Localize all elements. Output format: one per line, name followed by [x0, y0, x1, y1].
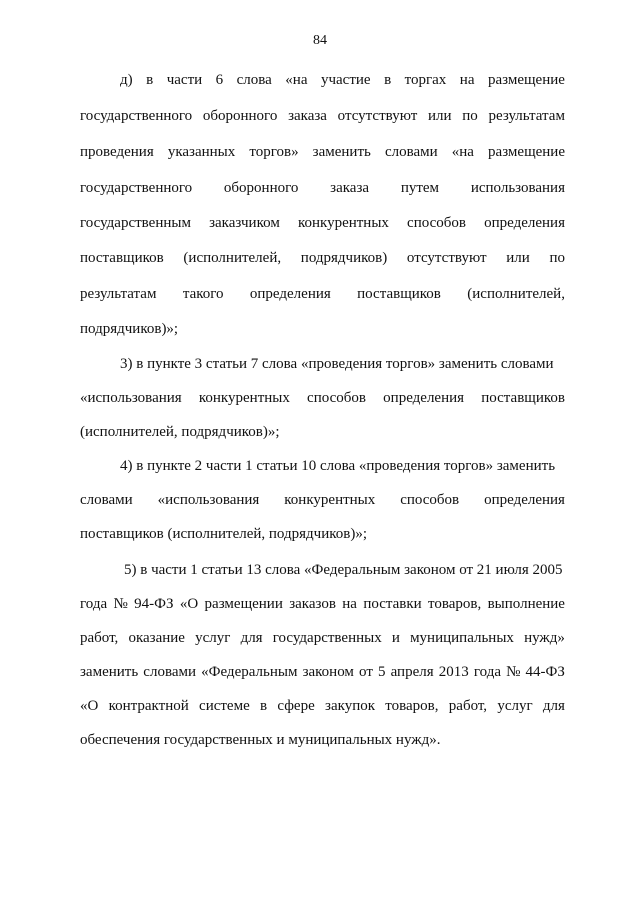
word: способов	[400, 492, 460, 508]
word: в	[260, 698, 268, 714]
text-line	[80, 594, 565, 614]
word: заказов	[289, 596, 336, 612]
word: оборонного	[202, 108, 278, 124]
word: определения	[484, 215, 565, 231]
word: года	[80, 596, 108, 612]
word: оказание	[128, 630, 185, 646]
word: размещении	[204, 596, 283, 612]
word: по	[549, 250, 565, 266]
word: государственных	[272, 630, 382, 646]
word: заказа	[330, 180, 370, 196]
word: способов	[407, 215, 466, 231]
word: товаров,	[428, 596, 482, 612]
word: сфере	[277, 698, 315, 714]
word: на	[342, 596, 357, 612]
word: услуг	[497, 698, 533, 714]
word: поставщиков	[80, 250, 164, 266]
text-line	[80, 490, 565, 510]
word: отсутствуют	[406, 250, 487, 266]
word: «О	[80, 698, 99, 714]
text-line	[80, 696, 565, 716]
word: выполнение	[487, 596, 565, 612]
word: такого	[182, 286, 224, 302]
word: использования	[470, 180, 565, 196]
word: контрактной	[108, 698, 189, 714]
word: размещение	[488, 144, 565, 160]
word: работ,	[80, 630, 119, 646]
word: по	[462, 108, 478, 124]
word: на	[459, 72, 475, 88]
word: нужд»	[524, 630, 565, 646]
word: д)	[120, 72, 133, 88]
word: работ,	[448, 698, 488, 714]
text-line	[80, 248, 565, 268]
word: слова	[236, 72, 272, 88]
word: года	[473, 664, 501, 680]
word: определения	[249, 286, 331, 302]
word: государственного	[80, 108, 193, 124]
text-line	[80, 106, 565, 126]
word: в	[146, 72, 154, 88]
text-line: поставщиков (исполнителей, подрядчиков)»;	[80, 526, 368, 542]
word: 44-ФЗ	[525, 664, 565, 680]
word: торгах	[404, 72, 447, 88]
word: поставки	[363, 596, 422, 612]
word: «использования	[157, 492, 260, 508]
word: поставщиков	[357, 286, 441, 302]
word: 5	[377, 664, 386, 680]
text-line	[120, 70, 565, 90]
word: муниципальных	[410, 630, 514, 646]
word: размещение	[487, 72, 565, 88]
word: подрядчиков)	[300, 250, 388, 266]
word: товаров,	[385, 698, 439, 714]
word: путем	[400, 180, 440, 196]
word: или	[506, 250, 530, 266]
word: заменить	[312, 144, 371, 160]
text-line: подрядчиков)»;	[80, 321, 179, 337]
word: словами	[143, 664, 197, 680]
word: 94-ФЗ	[134, 596, 174, 612]
word: способов	[307, 390, 366, 406]
word: законом	[302, 664, 354, 680]
word: конкурентных	[297, 215, 389, 231]
word: закупок	[325, 698, 376, 714]
word: отсутствуют	[337, 108, 418, 124]
text-line	[80, 662, 565, 682]
word: заказчиком	[209, 215, 280, 231]
word: заказа	[288, 108, 327, 124]
word: указанных	[167, 144, 236, 160]
word: «Федеральным	[201, 664, 298, 680]
page-number: 84	[313, 33, 327, 48]
word: «использования	[80, 390, 182, 406]
text-line: (исполнителей, подрядчиков)»;	[80, 424, 280, 440]
text-line	[80, 142, 565, 162]
word: участие	[320, 72, 371, 88]
word: «О	[179, 596, 199, 612]
text-line: 5) в части 1 статьи 13 слова «Федеральным законом от 21 июля 2005	[124, 562, 563, 578]
word: словами	[80, 492, 133, 508]
word: результатам	[80, 286, 157, 302]
word: поставщиков	[481, 390, 565, 406]
word: торгов»	[249, 144, 299, 160]
word: или	[427, 108, 452, 124]
text-line	[80, 628, 565, 648]
word: оборонного	[223, 180, 299, 196]
word: для	[240, 630, 263, 646]
word: системе	[199, 698, 250, 714]
word: определения	[383, 390, 465, 406]
text-line	[80, 388, 565, 408]
word: заменить	[80, 664, 139, 680]
word: №	[113, 596, 128, 612]
word: 6	[215, 72, 224, 88]
word: части	[166, 72, 203, 88]
word: 2013	[438, 664, 469, 680]
text-line	[80, 213, 565, 233]
word: результатам	[488, 108, 565, 124]
word: и	[391, 630, 400, 646]
word: словами	[384, 144, 438, 160]
text-line	[80, 284, 565, 304]
word: от	[359, 664, 373, 680]
word: для	[542, 698, 565, 714]
text-line	[80, 178, 565, 198]
text-line: 3) в пункте 3 статьи 7 слова «проведения торгов» заменить словами	[120, 356, 554, 372]
word: (исполнителей,	[183, 250, 282, 266]
word: государственным	[80, 215, 191, 231]
text-line: обеспечения государственных и муниципальных нужд».	[80, 732, 441, 748]
word: конкурентных	[284, 492, 376, 508]
word: «на	[285, 72, 308, 88]
word: «на	[451, 144, 474, 160]
word: апреля	[390, 664, 434, 680]
text-line: 4) в пункте 2 части 1 статьи 10 слова «проведения торгов» заменить	[120, 458, 556, 474]
word: №	[506, 664, 521, 680]
word: (исполнителей,	[467, 286, 565, 302]
word: услуг	[195, 630, 231, 646]
word: определения	[484, 492, 565, 508]
word: государственного	[80, 180, 193, 196]
word: конкурентных	[198, 390, 290, 406]
word: в	[384, 72, 392, 88]
word: проведения	[80, 144, 154, 160]
